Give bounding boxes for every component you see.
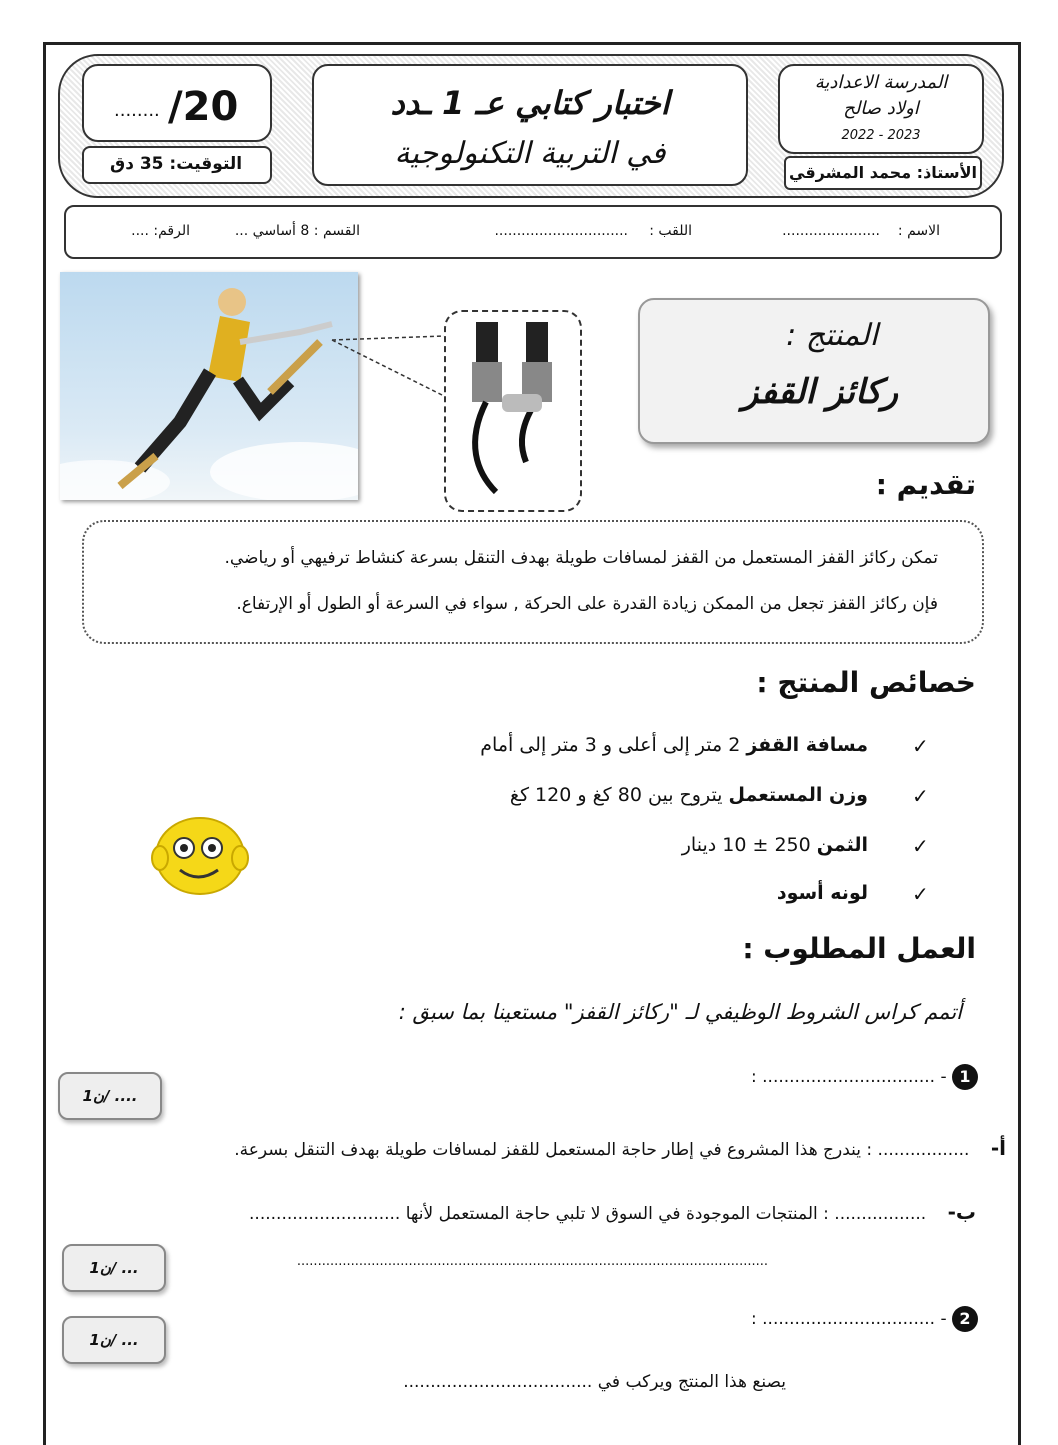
check-icon: ✓ [912,882,929,906]
feature-text: 250 ± 10 دينار [681,834,817,856]
feature-text: 2 متر إلى أعلى و 3 متر إلى أمام [480,734,747,756]
q1-score-box: 1ن/ .... [58,1072,162,1120]
score-dots: ........ [114,100,160,121]
q1b-continuation[interactable]: .................................................................................................................. [296,1254,768,1269]
feature-text: يتروح بين 80 كغ و 120 كغ [509,784,729,806]
number-label: الرقم: .... [131,223,190,239]
q2-line [751,1306,978,1332]
teacher-box [784,156,982,190]
jumper-photo [60,272,358,500]
intro-line-1: تمكن ركائز القفز المستعمل من القفز لمسافات طويلة بهدف التنقل بسرعة كنشاط ترفيهي أو رياضي. [224,548,938,568]
feature-item [682,834,868,856]
surname-field[interactable]: .............................. [494,223,628,239]
q2-number: 2 [952,1306,978,1332]
duration-box [82,146,272,184]
surname-label: اللقب : [649,223,692,239]
product-label: المنتج : [786,318,878,353]
intro-line-2: فإن ركائز القفز تجعل من الممكن زيادة القدرة على الحركة , سواء في السرعة أو الطول أو الإرتفاع. [236,594,938,614]
smiley-icon [150,812,250,898]
feature-bold: الثمن [816,834,868,856]
q1-answer-field[interactable]: - ................................ : [751,1067,947,1087]
q1b-label: ب- [947,1200,976,1224]
q1-line [751,1064,978,1090]
features-heading: خصائص المنتج : [756,666,976,699]
q1b-score-box: 1ن/ ... [62,1244,166,1292]
feature-bold: وزن المستعمل [728,784,868,806]
teacher-name: الأستاذ: محمد المشرقي [789,163,977,182]
name-field[interactable]: ...................... [782,223,880,239]
stilts-photo [444,310,582,512]
school-name: المدرسة الاعدادية [814,72,948,93]
task-instruction: أتمم كراس الشروط الوظيفي لـ "ركائز القفز" مستعينا بما سبق : [398,1000,962,1024]
score-total: /20 [168,84,239,130]
feature-item [480,734,868,756]
q1a-label: أ- [990,1136,1006,1160]
score-box [82,64,272,142]
task-heading: العمل المطلوب : [742,932,976,965]
check-icon: ✓ [912,734,929,758]
q1b-line [249,1200,976,1224]
check-icon: ✓ [912,784,929,808]
check-icon: ✓ [912,834,929,858]
q1a-text[interactable]: ................. : يندرج هذا المشروع في إطار حاجة المستعمل للقفز لمسافات طويلة بهدف التنقل بسرعة. [234,1140,970,1160]
test-title: اختبار كتابي عـ 1 ـدد [390,84,670,122]
feature-item [510,784,868,806]
q2-score-box: 1ن/ ... [62,1316,166,1364]
student-info-bar [64,205,1002,259]
q1-number: 1 [952,1064,978,1090]
title-box [312,64,748,186]
subject-title: في التربية التكنولوجية [394,136,666,171]
feature-item [777,882,868,904]
stilts-illustration [446,312,580,510]
intro-box [82,520,984,644]
callout-dashes [330,330,450,410]
duration-label: التوقيت: 35 دق [110,154,243,174]
school-location: اولاد صالح [843,98,919,119]
school-year: 2022 - 2023 [841,128,921,143]
class-label: القسم : 8 أساسي ... [234,223,360,239]
school-box [778,64,984,154]
product-box [638,298,990,444]
q2-text[interactable]: يصنع هذا المنتج ويركب في ................................... [403,1372,786,1392]
feature-bold: لونه أسود [776,882,868,904]
name-label: الاسم : [897,223,940,239]
feature-bold: مسافة القفز [746,734,868,756]
jumper-illustration [60,272,358,500]
q1a-line [234,1136,1006,1160]
intro-heading: تقديم : [875,468,976,501]
q1b-text[interactable]: ................. : المنتجات الموجودة في السوق لا تلبي حاجة المستعمل لأنها ............................ [249,1204,927,1224]
product-name: ركائز القفز [742,372,898,412]
q2-answer-field[interactable]: - ................................ : [751,1309,947,1329]
